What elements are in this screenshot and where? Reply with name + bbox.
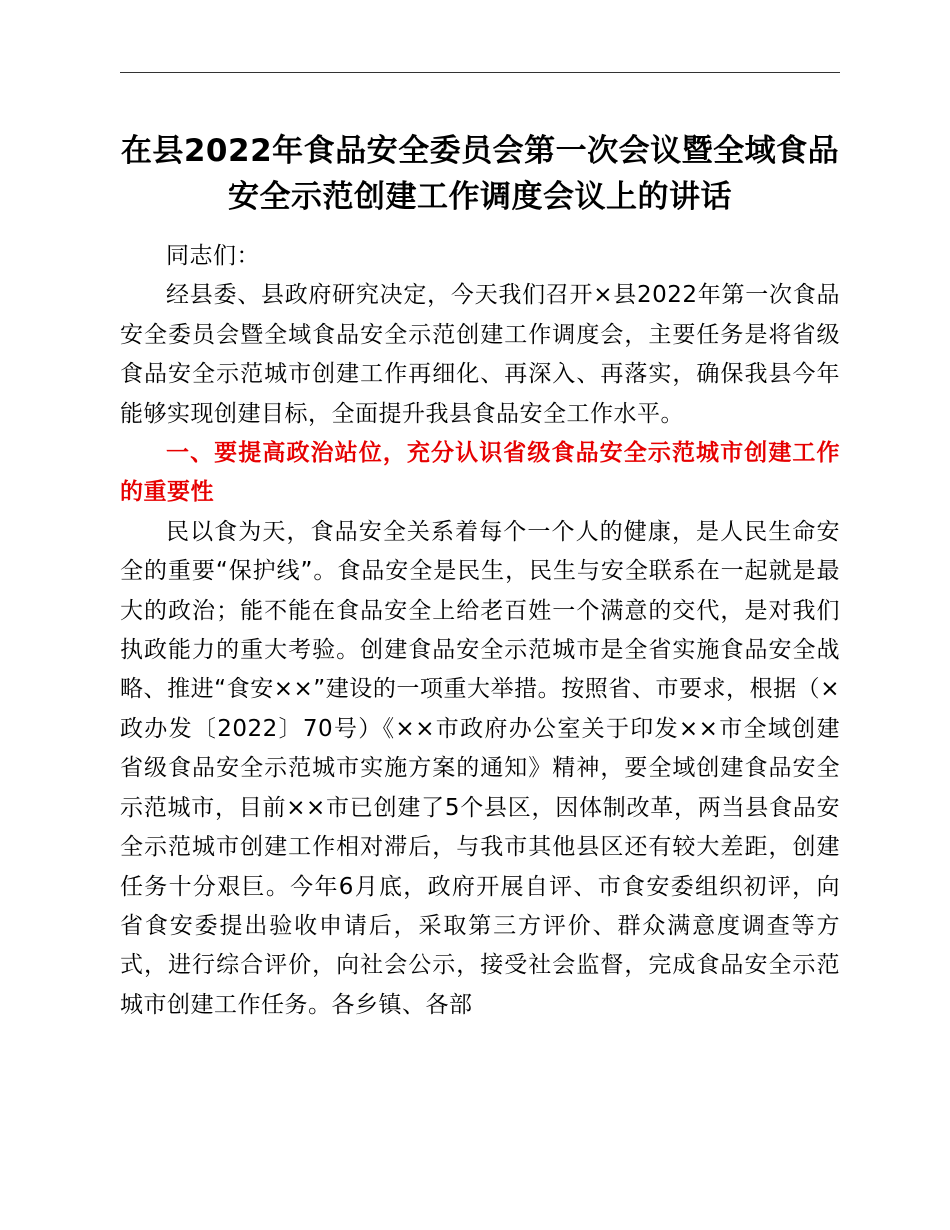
intro-paragraph: 经县委、县政府研究决定，今天我们召开×县2022年第一次食品安全委员会暨全域食品安全示范创建工作调度会，主要任务是将省级食品安全示范城市创建工作再细化、再深入、再落实，确保我县今年能够实现创建目标，全面提升我县食品安全工作水平。 — [120, 282, 840, 427]
header-rule — [120, 72, 840, 73]
salutation: 同志们： — [166, 243, 260, 269]
section-heading: 一、要提高政治站位，充分认识省级食品安全示范城市创建工作的重要性 — [120, 440, 840, 506]
body-paragraph: 民以食为天，食品安全关系着每个一个人的健康，是人民生命安全的重要“保护线”。食品安全是民生，民生与安全联系在一起就是最大的政治；能不能在食品安全上给老百姓一个满意的交代，是对我们执政能力的重大考验。创建食品安全示范城市是全省实施食品安全战略、推进“食安××”建设的一项重大举措。按照省、市要求，根据（×政办发〔2022〕70号）《××市政府办公室关于印发××市全域创建省级食品安全示范城市实施方案的通知》精神，要全域创建食品安全示范城市，目前××市已创建了5个县区，因体制改革，两当县食品安全示范城市创建工作相对滞后，与我市其他县区还有较大差距，创建任务十分艰巨。今年6月底，政府开展自评、市食安委组织初评，向省食安委提出验收申请后，采取第三方评价、群众满意度调查等方式，进行综合评价，向社会公示，接受社会监督，完成食品安全示范城市创建工作任务。各乡镇、各部 — [120, 518, 840, 1018]
document-body — [120, 237, 840, 1025]
document-title: 在县2022年食品安全委员会第一次会议暨全域食品安全示范创建工作调度会议上的讲话 — [120, 133, 840, 215]
